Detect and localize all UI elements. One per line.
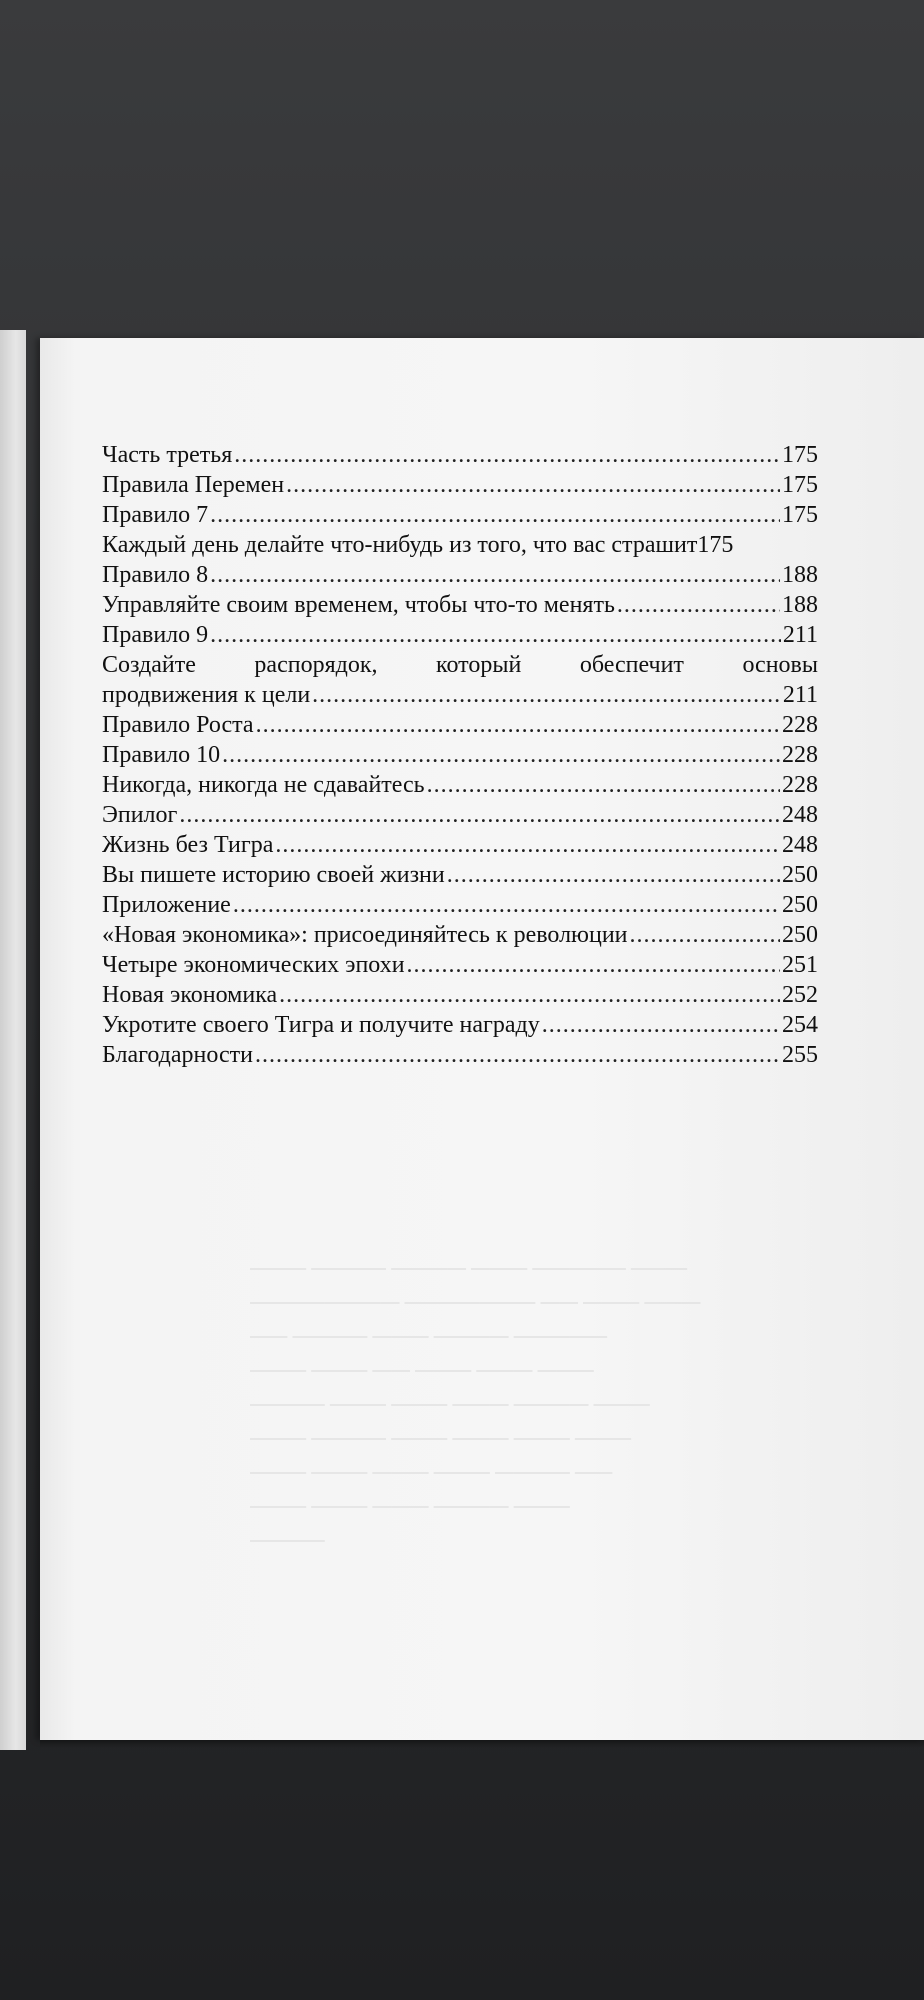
toc-entry-title: «Новая экономика»: присоединяйтесь к революции	[102, 922, 628, 948]
toc-entry-title: Приложение	[102, 892, 231, 918]
dot-leader	[630, 920, 780, 950]
toc-entry[interactable]	[102, 860, 818, 890]
toc-entry-title: Создайте распорядок, который обеспечит основы	[102, 652, 818, 678]
dot-leader	[256, 710, 780, 740]
toc-entry-title: Благодарности	[102, 1042, 253, 1068]
toc-entry-page: 250	[782, 892, 818, 918]
dot-leader	[279, 980, 780, 1010]
toc-entry-page: 211	[782, 622, 818, 648]
toc-entry[interactable]	[102, 1010, 818, 1040]
toc-entry-title: Правило 8	[102, 562, 209, 588]
dot-leader	[427, 770, 780, 800]
page-shadow	[40, 1740, 924, 1748]
toc-entry[interactable]	[102, 650, 818, 680]
dot-leader	[617, 590, 780, 620]
toc-entry-continuation[interactable]	[102, 680, 818, 710]
toc-entry-page: 228	[782, 772, 818, 798]
toc-entry[interactable]	[102, 830, 818, 860]
toc-entry[interactable]	[102, 770, 818, 800]
toc-entry-page: 252	[782, 982, 818, 1008]
toc-entry-page: 188	[782, 562, 818, 588]
toc-entry-page: 228	[782, 742, 818, 768]
dot-leader	[542, 1010, 780, 1040]
toc-entry[interactable]	[102, 740, 818, 770]
toc-entry[interactable]	[102, 620, 818, 650]
toc-entry-title: Жизнь без Тигра	[102, 832, 274, 858]
toc-entry-page: 255	[782, 1042, 818, 1068]
toc-entry-page: 248	[782, 832, 818, 858]
toc-entry-page: 250	[782, 862, 818, 888]
toc-entry-title: Управляйте своим временем, чтобы что-то менять	[102, 592, 615, 618]
toc-entry-page: 175	[782, 502, 818, 528]
toc-entry-title: Никогда, никогда не сдавайтесь	[102, 772, 425, 798]
toc-entry[interactable]	[102, 590, 818, 620]
toc-entry-title: Четыре экономических эпохи	[102, 952, 405, 978]
toc-entry[interactable]	[102, 890, 818, 920]
dot-leader	[286, 470, 780, 500]
toc-entry-title: Правило 9	[102, 622, 209, 648]
dot-leader	[233, 890, 780, 920]
toc-entry-title: Вы пишете историю своей жизни	[102, 862, 445, 888]
toc-entry-title: Правило Роста	[102, 712, 254, 738]
toc-entry-page: 254	[782, 1012, 818, 1038]
toc-entry[interactable]	[102, 500, 818, 530]
toc-entry[interactable]	[102, 800, 818, 830]
toc-entry-page: 175	[697, 532, 734, 558]
toc-entry-title: Правила Перемен	[102, 472, 285, 498]
toc-entry-title: Укротите своего Тигра и получите награду	[102, 1012, 540, 1038]
toc-entry[interactable]	[102, 710, 818, 740]
dot-leader	[210, 500, 780, 530]
toc-entry[interactable]	[102, 950, 818, 980]
toc-entry-page: 188	[782, 592, 818, 618]
toc-entry[interactable]	[102, 920, 818, 950]
toc-entry-title: Правило 7	[102, 502, 209, 528]
toc-entry-title: Правило 10	[102, 742, 221, 768]
toc-entry-page: 211	[782, 682, 818, 708]
toc-entry-page: 251	[782, 952, 818, 978]
toc-entry-page: 250	[782, 922, 818, 948]
toc-entry-page: 175	[782, 442, 818, 468]
toc-entry-title: Новая экономика	[102, 982, 278, 1008]
toc-entry[interactable]	[102, 470, 818, 500]
bleed-through-text: ——— ———— ———— ——— ————— ——— ———————— ——————— —— ——— ——— —— ———— ——— ———— ————— ——— ——— —— ——— ——— ——— ———— ——— ——— ——— ———— ——— ——— ———— ——— ——— ——— ——— ——— ——— ——— ——— ———— —— ——— ——— ——— ———— ——— ————	[250, 1255, 701, 1551]
toc-entry[interactable]	[102, 440, 818, 470]
dot-leader	[275, 830, 780, 860]
toc-entry[interactable]	[102, 1040, 818, 1070]
table-of-contents	[102, 440, 818, 1070]
toc-entry-title-cont: продвижения к цели	[102, 682, 311, 708]
dot-leader	[255, 1040, 780, 1070]
toc-entry[interactable]	[102, 980, 818, 1010]
toc-entry-page: 228	[782, 712, 818, 738]
toc-entry[interactable]	[102, 530, 818, 560]
toc-entry-title: Каждый день делайте что-нибудь из того, что вас страшит	[102, 532, 698, 558]
dot-leader	[179, 800, 780, 830]
toc-entry-title: Эпилог	[102, 802, 178, 828]
dot-leader	[312, 680, 781, 710]
dot-leader	[407, 950, 780, 980]
toc-entry-title: Часть третья	[102, 442, 233, 468]
dot-leader	[210, 620, 781, 650]
dot-leader	[210, 560, 780, 590]
dot-leader	[447, 860, 780, 890]
dot-leader	[234, 440, 780, 470]
toc-entry-page: 248	[782, 802, 818, 828]
toc-entry-page: 175	[782, 472, 818, 498]
dot-leader	[222, 740, 780, 770]
toc-entry[interactable]	[102, 560, 818, 590]
adjacent-page-edge	[0, 330, 26, 1750]
